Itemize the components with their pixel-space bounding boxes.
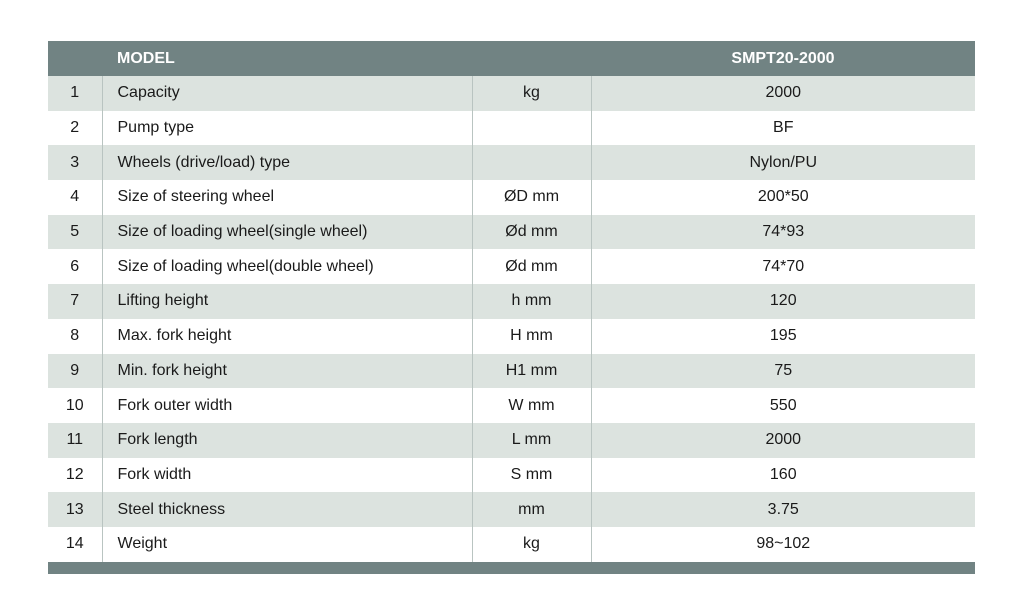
row-unit: L mm — [472, 423, 591, 458]
table-row — [48, 145, 975, 180]
row-unit: Ød mm — [472, 249, 591, 284]
row-number: 6 — [48, 249, 102, 284]
model-value: SMPT20-2000 — [591, 41, 975, 76]
table-row — [48, 76, 975, 111]
row-unit: H1 mm — [472, 354, 591, 389]
row-unit: W mm — [472, 388, 591, 423]
table-row — [48, 388, 975, 423]
row-item: Max. fork height — [102, 319, 472, 354]
row-value: 550 — [591, 388, 975, 423]
row-item: Lifting height — [102, 284, 472, 319]
row-number: 12 — [48, 458, 102, 493]
row-unit: S mm — [472, 458, 591, 493]
row-value: 74*93 — [591, 215, 975, 250]
header-no — [48, 41, 102, 76]
row-item: Wheels (drive/load) type — [102, 145, 472, 180]
table-row — [48, 249, 975, 284]
row-unit: ØD mm — [472, 180, 591, 215]
table-row — [48, 354, 975, 389]
row-number: 14 — [48, 527, 102, 562]
table-row — [48, 492, 975, 527]
row-unit: Ød mm — [472, 215, 591, 250]
row-item: Fork outer width — [102, 388, 472, 423]
row-value: 120 — [591, 284, 975, 319]
row-number: 7 — [48, 284, 102, 319]
row-item: Size of loading wheel(double wheel) — [102, 249, 472, 284]
row-value: 2000 — [591, 76, 975, 111]
footer-bar — [48, 562, 975, 574]
row-unit: kg — [472, 527, 591, 562]
row-unit: mm — [472, 492, 591, 527]
row-value: 160 — [591, 458, 975, 493]
spec-table — [48, 41, 975, 562]
row-value: 75 — [591, 354, 975, 389]
row-number: 10 — [48, 388, 102, 423]
row-unit — [472, 145, 591, 180]
row-number: 2 — [48, 111, 102, 146]
row-number: 5 — [48, 215, 102, 250]
table-row — [48, 423, 975, 458]
row-number: 8 — [48, 319, 102, 354]
row-unit: H mm — [472, 319, 591, 354]
row-item: Fork length — [102, 423, 472, 458]
table-row — [48, 458, 975, 493]
row-item: Min. fork height — [102, 354, 472, 389]
row-item: Fork width — [102, 458, 472, 493]
row-item: Pump type — [102, 111, 472, 146]
row-value: 98~102 — [591, 527, 975, 562]
model-label: MODEL — [102, 41, 591, 76]
row-unit: kg — [472, 76, 591, 111]
table-row — [48, 319, 975, 354]
row-value: 74*70 — [591, 249, 975, 284]
row-unit — [472, 111, 591, 146]
row-value: BF — [591, 111, 975, 146]
row-item: Size of steering wheel — [102, 180, 472, 215]
header-row — [48, 41, 975, 76]
row-value: 200*50 — [591, 180, 975, 215]
row-unit: h mm — [472, 284, 591, 319]
row-number: 3 — [48, 145, 102, 180]
table-row — [48, 111, 975, 146]
row-number: 13 — [48, 492, 102, 527]
row-item: Size of loading wheel(single wheel) — [102, 215, 472, 250]
table-row — [48, 284, 975, 319]
row-number: 1 — [48, 76, 102, 111]
table-row — [48, 180, 975, 215]
row-number: 4 — [48, 180, 102, 215]
row-item: Capacity — [102, 76, 472, 111]
table-row — [48, 215, 975, 250]
row-value: 2000 — [591, 423, 975, 458]
row-value: Nylon/PU — [591, 145, 975, 180]
row-number: 11 — [48, 423, 102, 458]
table-row — [48, 527, 975, 562]
row-number: 9 — [48, 354, 102, 389]
row-item: Steel thickness — [102, 492, 472, 527]
row-value: 195 — [591, 319, 975, 354]
row-value: 3.75 — [591, 492, 975, 527]
row-item: Weight — [102, 527, 472, 562]
